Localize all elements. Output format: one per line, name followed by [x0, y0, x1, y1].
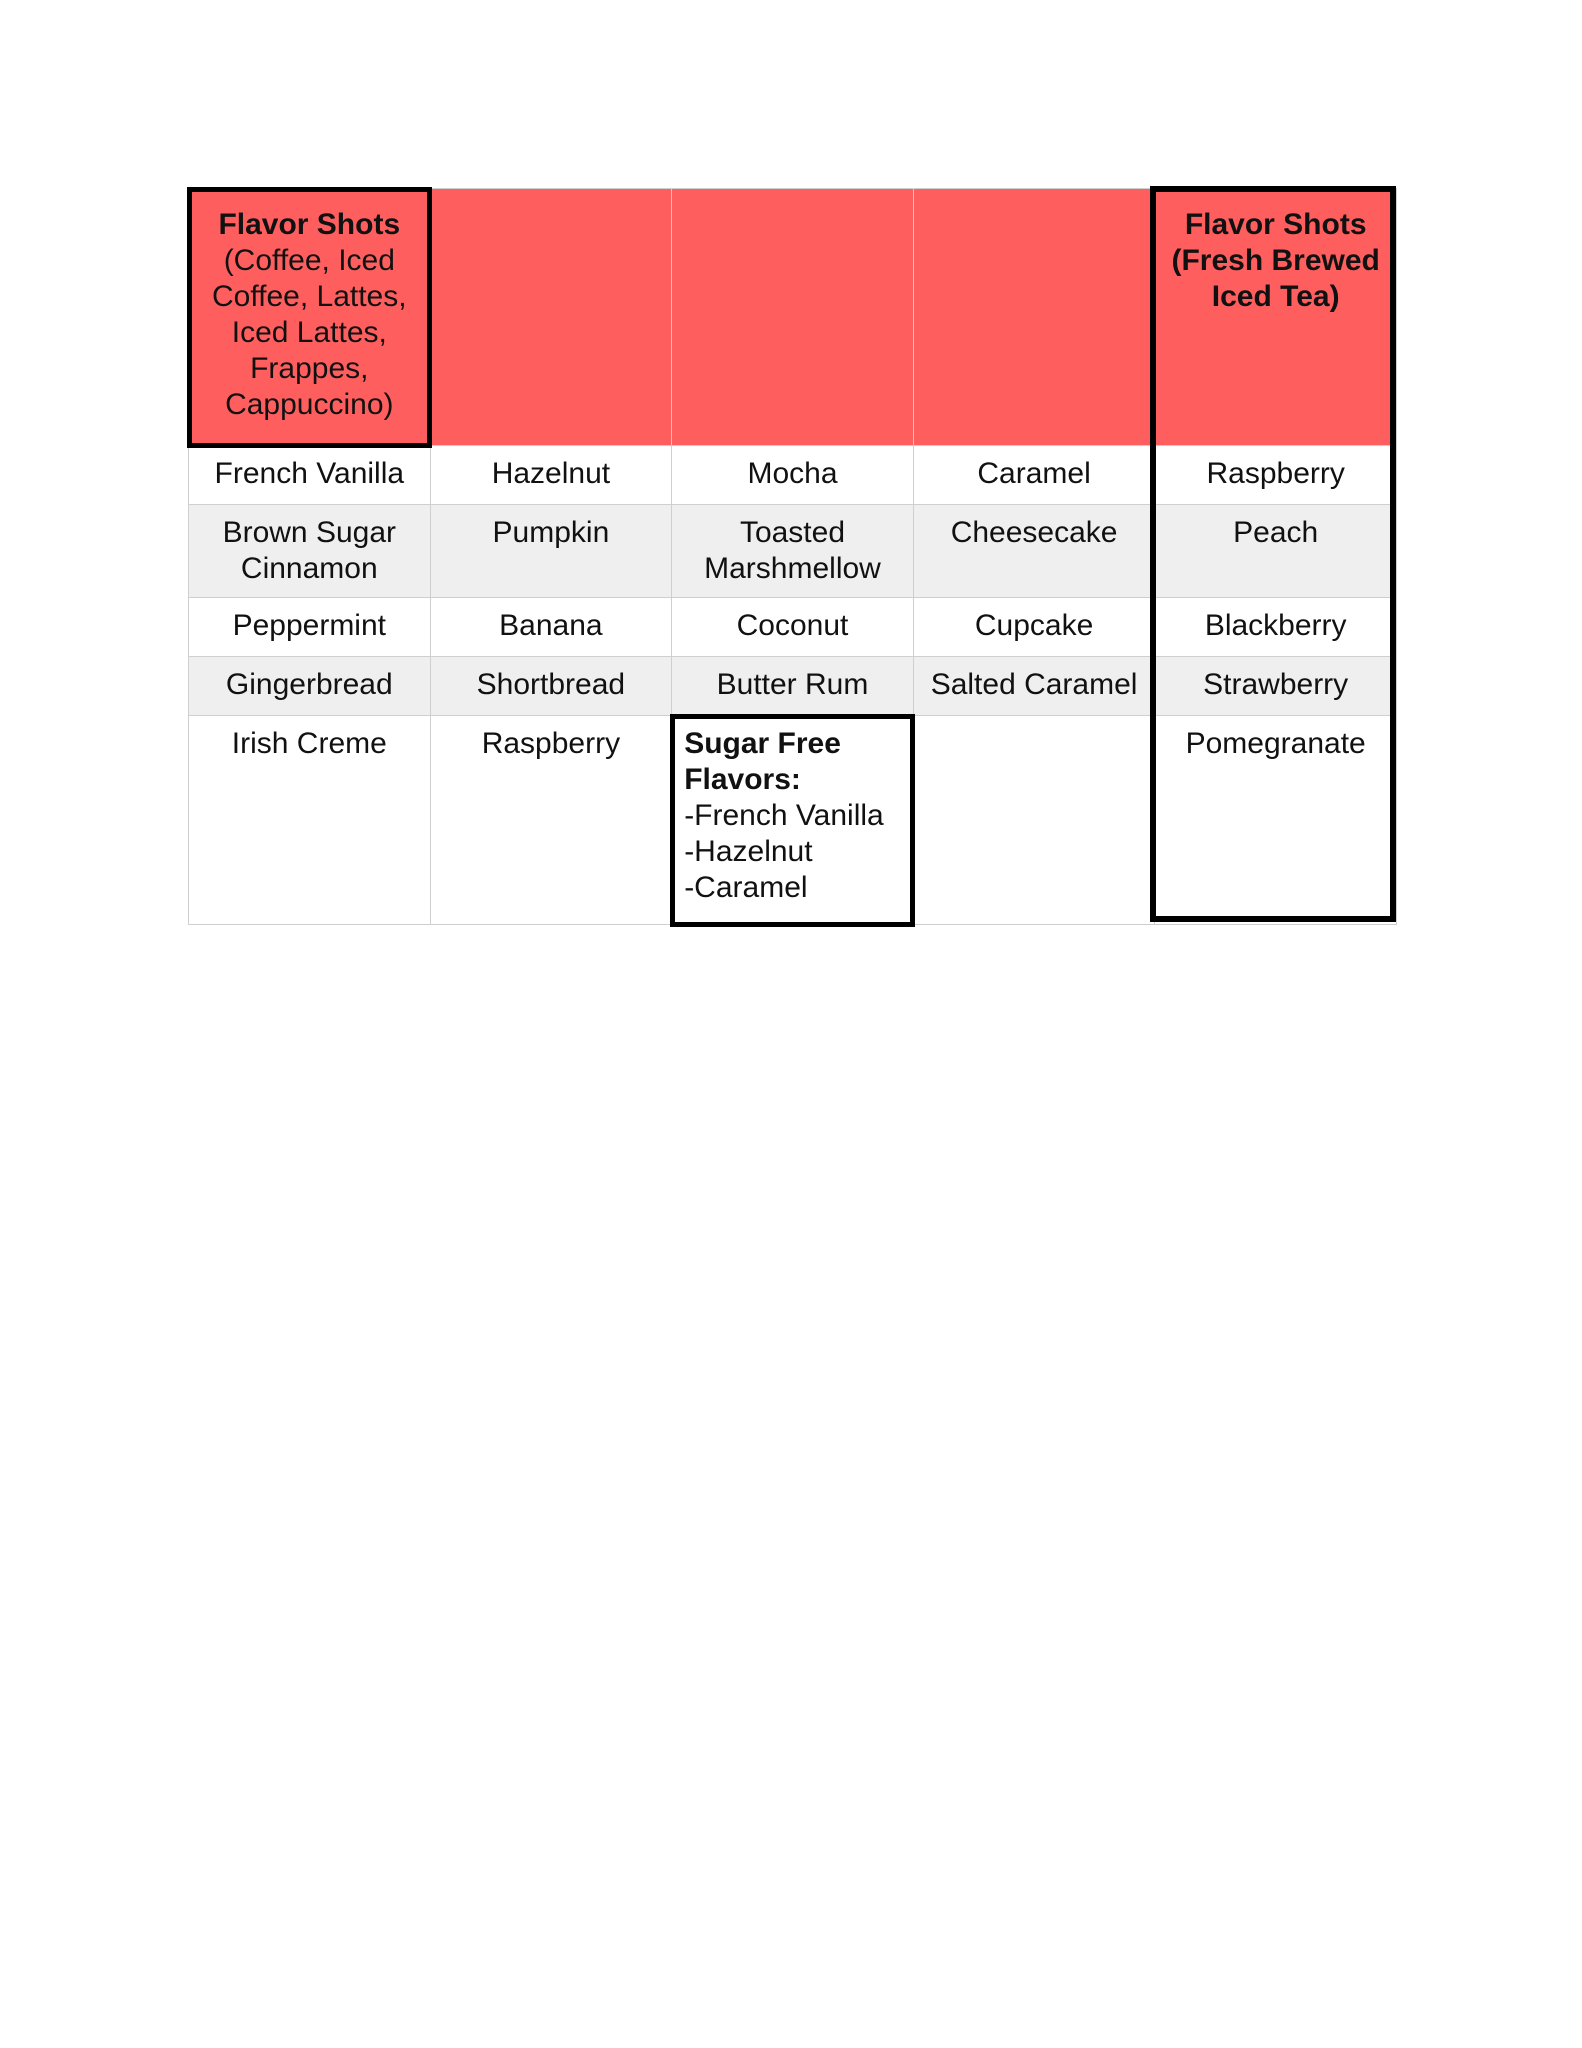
- table-cell: Butter Rum: [672, 657, 914, 716]
- table-cell: Hazelnut: [430, 446, 672, 505]
- table-cell: Toasted Marshmellow: [672, 505, 914, 598]
- table-cell: Brown Sugar Cinnamon: [189, 505, 431, 598]
- sugar-free-title: Sugar Free: [684, 727, 841, 760]
- sugar-free-item: -Caramel: [684, 871, 808, 904]
- table-cell: Strawberry: [1155, 657, 1397, 716]
- table-cell: Raspberry: [430, 716, 672, 925]
- tea-header-title: Flavor Shots (Fresh Brewed Iced Tea): [1171, 208, 1380, 313]
- header-empty-cell: [430, 189, 672, 446]
- table-cell: Peppermint: [189, 598, 431, 657]
- table-row: [189, 446, 1397, 505]
- table-cell: Blackberry: [1155, 598, 1397, 657]
- header-empty-cell: [913, 189, 1155, 446]
- table-cell: Shortbread: [430, 657, 672, 716]
- sugar-free-item: -French Vanilla: [684, 799, 884, 832]
- table-cell: Gingerbread: [189, 657, 431, 716]
- table-cell: Banana: [430, 598, 672, 657]
- table-row: [189, 598, 1397, 657]
- coffee-header-title: Flavor Shots: [218, 208, 401, 241]
- table-row: [189, 505, 1397, 598]
- header-empty-cell: [672, 189, 914, 446]
- table-cell: French Vanilla: [189, 446, 431, 505]
- table-cell: Salted Caramel: [913, 657, 1155, 716]
- table-cell: Pumpkin: [430, 505, 672, 598]
- sugar-free-flavors-box: [672, 716, 914, 925]
- table-cell: Mocha: [672, 446, 914, 505]
- table-cell: Raspberry: [1155, 446, 1397, 505]
- flavor-sheet: [188, 188, 1396, 925]
- table-cell: [913, 716, 1155, 925]
- table-row: [189, 657, 1397, 716]
- sugar-free-title: Flavors:: [684, 763, 801, 796]
- table-cell: Cupcake: [913, 598, 1155, 657]
- table-cell: Irish Creme: [189, 716, 431, 925]
- table-cell: Caramel: [913, 446, 1155, 505]
- tea-flavor-header: [1155, 189, 1397, 446]
- table-cell: Coconut: [672, 598, 914, 657]
- table-cell: Pomegranate: [1155, 716, 1397, 925]
- coffee-flavor-header: [189, 189, 431, 446]
- table-header-row: [189, 189, 1397, 446]
- coffee-header-subtitle: (Coffee, Iced Coffee, Lattes, Iced Lattes, Frappes, Cappuccino): [212, 244, 407, 421]
- table-cell: Peach: [1155, 505, 1397, 598]
- flavor-table: [188, 188, 1397, 925]
- table-cell: Cheesecake: [913, 505, 1155, 598]
- table-row: [189, 716, 1397, 925]
- sugar-free-item: -Hazelnut: [684, 835, 813, 868]
